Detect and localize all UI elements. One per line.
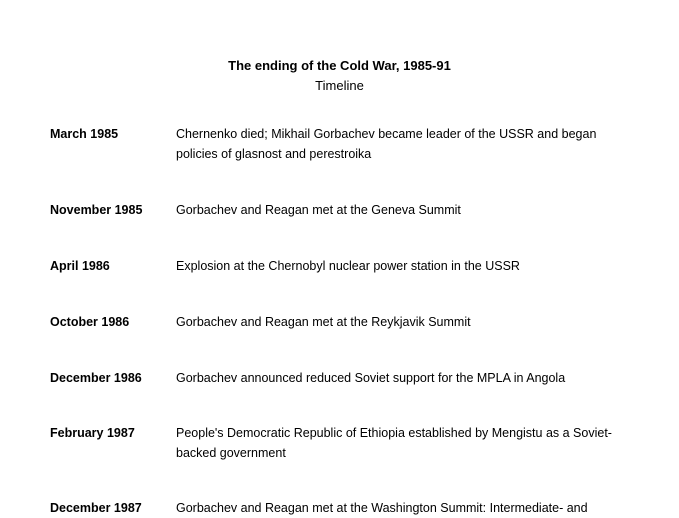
timeline-event: Gorbachev announced reduced Soviet support for the MPLA in Angola	[176, 371, 566, 385]
document-title: The ending of the Cold War, 1985-91	[228, 58, 451, 73]
timeline-event: Explosion at the Chernobyl nuclear power station in the USSR	[176, 259, 520, 273]
timeline-date: November 1985	[50, 203, 143, 217]
timeline-date: March 1985	[50, 127, 119, 141]
timeline-date: December 1987	[50, 501, 142, 515]
timeline-date: October 1986	[50, 315, 130, 329]
timeline-event: Gorbachev and Reagan met at the Washington Summit: Intermediate- and	[176, 501, 588, 515]
document-subtitle: Timeline	[315, 78, 364, 93]
timeline-date: April 1986	[50, 259, 110, 273]
timeline-date: February 1987	[50, 426, 135, 440]
timeline-event: Gorbachev and Reagan met at the Geneva Summit	[176, 203, 461, 217]
timeline-event: Chernenko died; Mikhail Gorbachev became leader of the USSR and began policies of glasnost and perestroika	[176, 127, 597, 161]
timeline-event: Gorbachev and Reagan met at the Reykjavik Summit	[176, 315, 471, 329]
timeline-event: People's Democratic Republic of Ethiopia established by Mengistu as a Soviet-backed government	[176, 426, 612, 460]
timeline-date: December 1986	[50, 371, 142, 385]
